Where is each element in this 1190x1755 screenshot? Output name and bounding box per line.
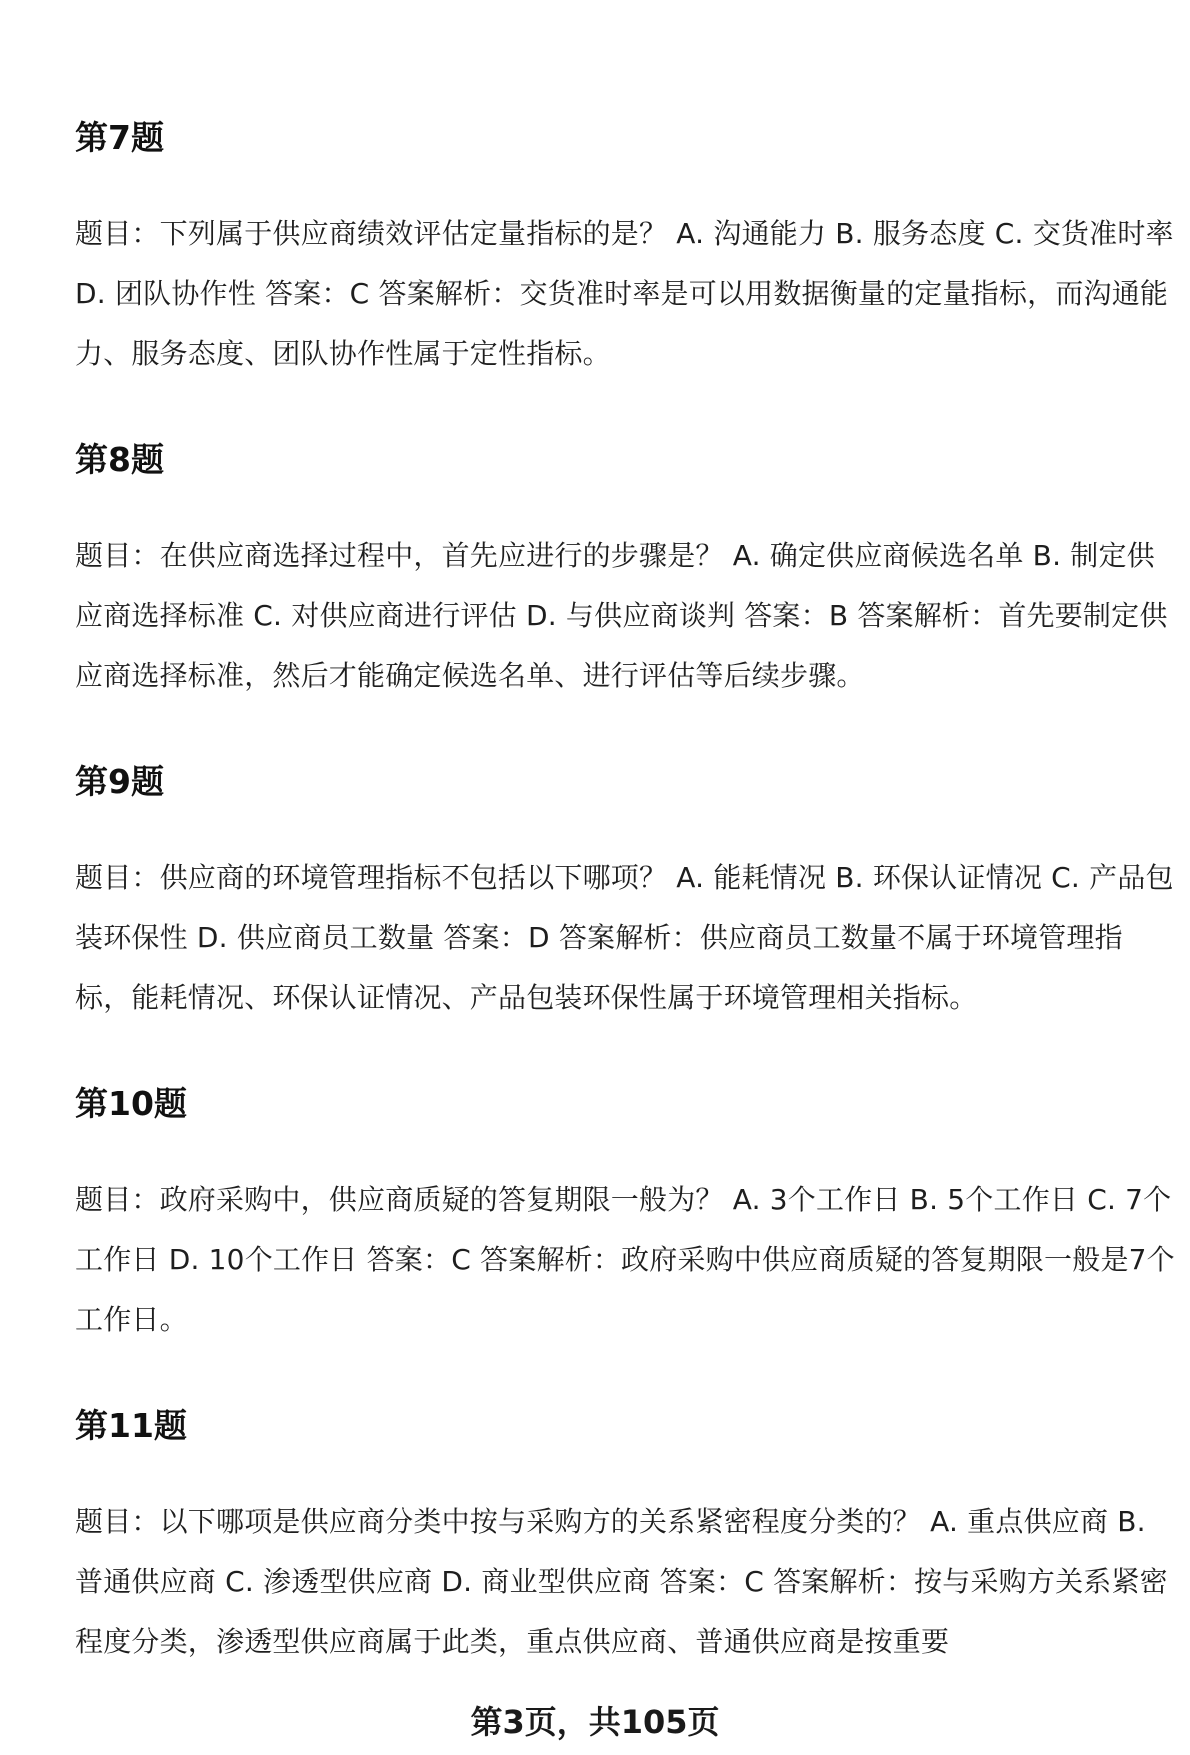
question-9 bbox=[75, 762, 1175, 1028]
question-10 bbox=[75, 1084, 1175, 1350]
question-text: 题目：政府采购中，供应商质疑的答复期限一般为？ A. 3个工作日 B. 5个工作日 C. 7个工作日 D. 10个工作日 答案：C 答案解析：政府采购中供应商质疑的答复期限一般是7个工作日。 bbox=[75, 1183, 1175, 1336]
question-title: 第10题 bbox=[75, 1084, 187, 1123]
question-text: 题目：供应商的环境管理指标不包括以下哪项？ A. 能耗情况 B. 环保认证情况 C. 产品包装环保性 D. 供应商员工数量 答案：D 答案解析：供应商员工数量不属于环境管理指标，能耗情况、环保认证情况、产品包装环保性属于环境管理相关指标。 bbox=[75, 861, 1174, 1014]
page-number: 第3页，共105页 bbox=[470, 1703, 720, 1741]
question-title: 第11题 bbox=[75, 1406, 187, 1445]
question-11 bbox=[75, 1406, 1175, 1672]
question-8 bbox=[75, 440, 1175, 706]
question-text: 题目：下列属于供应商绩效评估定量指标的是？ A. 沟通能力 B. 服务态度 C. 交货准时率 D. 团队协作性 答案：C 答案解析：交货准时率是可以用数据衡量的定量指标，而沟通能力、服务态度、团队协作性属于定性指标。 bbox=[75, 217, 1174, 370]
question-title: 第8题 bbox=[75, 440, 164, 479]
question-title: 第9题 bbox=[75, 762, 164, 801]
question-7 bbox=[75, 118, 1175, 384]
question-title: 第7题 bbox=[75, 118, 164, 157]
question-text: 题目：以下哪项是供应商分类中按与采购方的关系紧密程度分类的？ A. 重点供应商 B. 普通供应商 C. 渗透型供应商 D. 商业型供应商 答案：C 答案解析：按与采购方关系紧密程度分类，渗透型供应商属于此类，重点供应商、普通供应商是按重要 bbox=[75, 1505, 1168, 1658]
question-text: 题目：在供应商选择过程中，首先应进行的步骤是？ A. 确定供应商候选名单 B. 制定供应商选择标准 C. 对供应商进行评估 D. 与供应商谈判 答案：B 答案解析：首先要制定供应商选择标准，然后才能确定候选名单、进行评估等后续步骤。 bbox=[75, 539, 1168, 692]
